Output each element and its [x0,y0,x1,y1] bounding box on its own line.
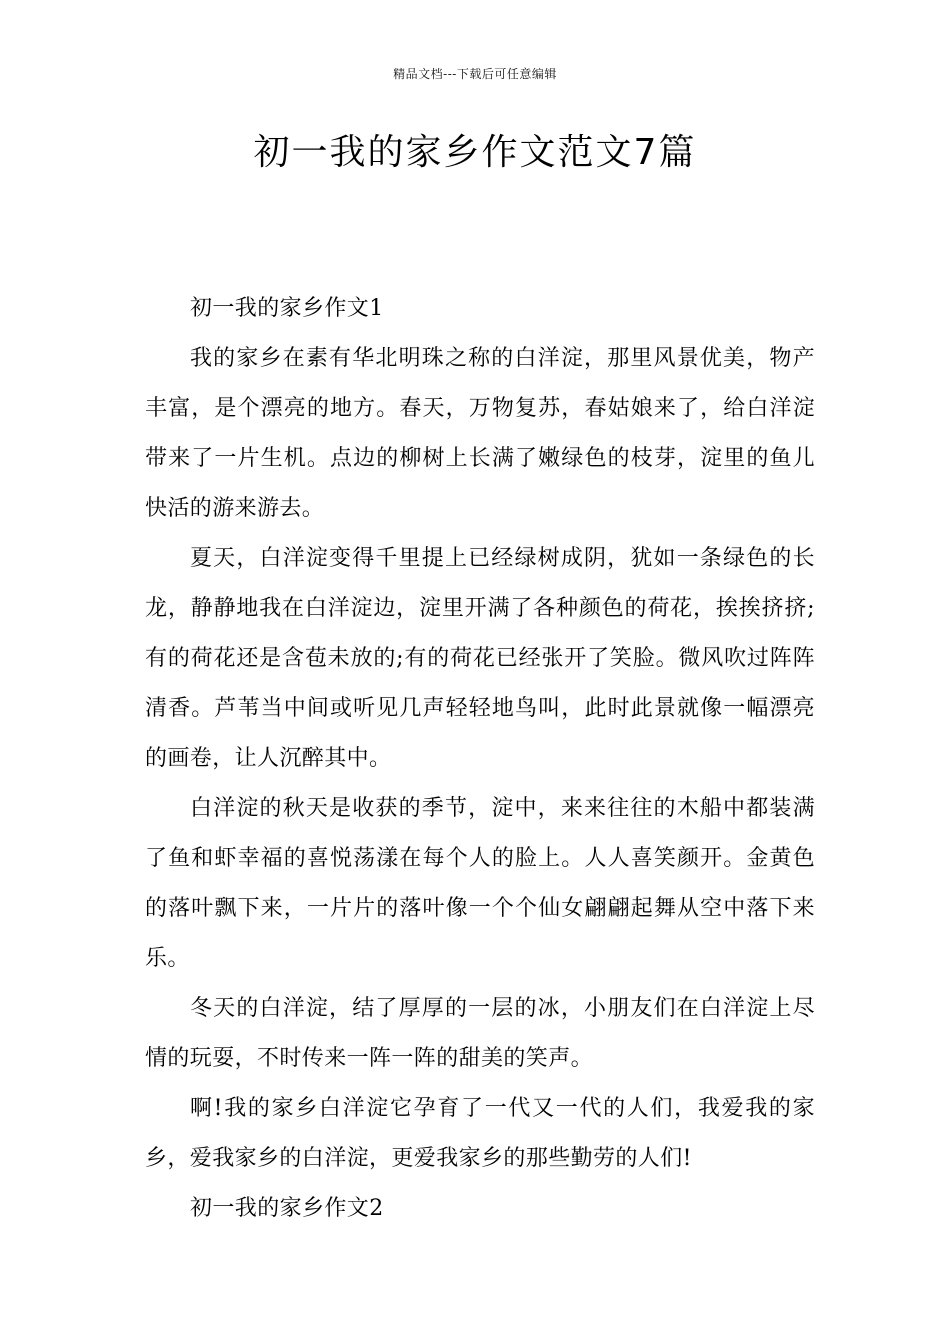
document-title: 初一我的家乡作文范文7篇 [253,132,697,173]
paragraph-conclusion: 啊!我的家乡白洋淀它孕育了一代又一代的人们，我爱我的家乡，爱我家乡的白洋淀，更爱我家乡的那些勤劳的人们! [145,1096,815,1171]
section-heading-1: 初一我的家乡作文1 [190,296,384,321]
header-note: 精品文档---下载后可任意编辑 [393,67,557,81]
paragraph-spring: 我的家乡在素有华北明珠之称的白洋淀，那里风景优美，物产丰富，是个漂亮的地方。春天，万物复苏，春姑娘来了，给白洋淀带来了一片生机。点边的柳树上长满了嫩绿色的枝芽，淀里的鱼儿快活的游来游去。 [145,346,815,521]
paragraph-autumn: 白洋淀的秋天是收获的季节，淀中，来来往往的木船中都装满了鱼和虾幸福的喜悦荡漾在每个人的脸上。人人喜笑颜开。金黄色的落叶飘下来，一片片的落叶像一个个仙女翩翩起舞从空中落下来乐。 [145,796,815,971]
paragraph-winter: 冬天的白洋淀，结了厚厚的一层的冰，小朋友们在白洋淀上尽情的玩耍，不时传来一阵一阵的甜美的笑声。 [145,996,815,1071]
paragraph-summer: 夏天，白洋淀变得千里提上已经绿树成阴，犹如一条绿色的长龙，静静地我在白洋淀边，淀里开满了各种颜色的荷花，挨挨挤挤;有的荷花还是含苞未放的;有的荷花已经张开了笑脸。微风吹过阵阵清香。芦苇当中间或听见几声轻轻地鸟叫，此时此景就像一幅漂亮的画卷，让人沉醉其中。 [145,546,815,771]
section-heading-2: 初一我的家乡作文2 [190,1196,384,1221]
document-body [145,284,815,1234]
